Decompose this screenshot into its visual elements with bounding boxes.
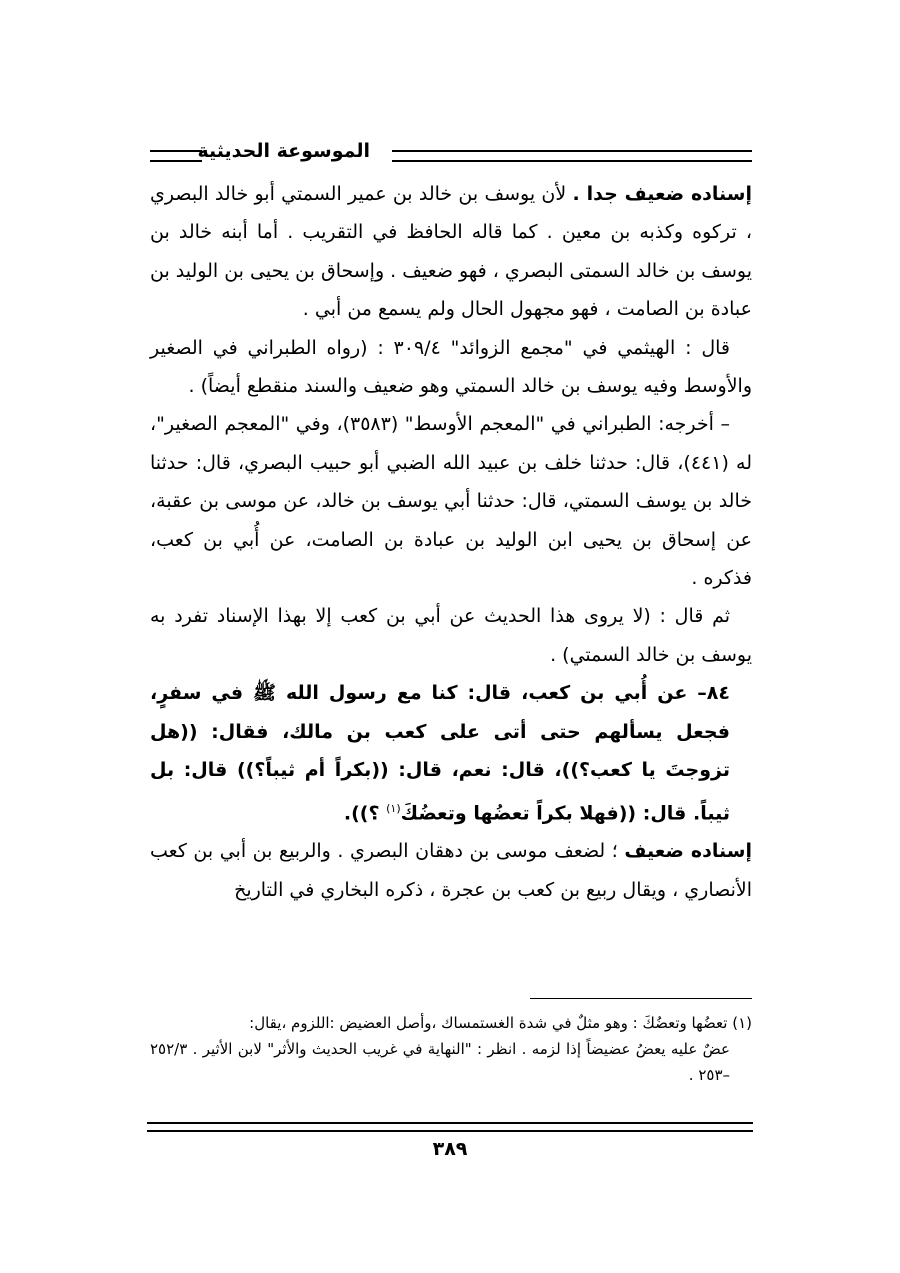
header-title: الموسوعة الحديثية [197, 140, 370, 162]
main-text [150, 175, 752, 909]
hadith-end: ؟)). [343, 801, 387, 824]
footer-rule [147, 1122, 753, 1132]
footnote-1: (١) تعضُها وتعضُكَ : وهو مثلٌ في شدة الغستمساك ،وأصل العضيض :اللزوم ،يقال: [249, 1014, 752, 1032]
footnote-separator [530, 998, 752, 999]
paragraph-isnad-1 [150, 175, 752, 329]
isnad-grade-2: إسناده ضعيف [624, 840, 752, 863]
footnotes [150, 1010, 752, 1088]
paragraph-haythami: قال : الهيثمي في "مجمع الزوائد" ٣٠٩/٤ : (رواه الطبراني في الصغير والأوسط وفيه يوسف بن خالد السمتي وهو ضعيف والسند منقطع أيضاً) . [150, 336, 752, 398]
paragraph-text: لأن يوسف بن خالد بن عمير السمتي أبو خالد البصري ، تركوه وكذبه بن معين . كما قاله الحافظ في التقريب . أما أبنه خالد بن يوسف بن خالد السمتى البصري ، فهو ضعيف . وإسحاق بن يحيى بن الوليد بن عبادة بن الصامت ، فهو مجهول الحال ولم يسمع من أبي . [150, 183, 752, 321]
paragraph-text-2: ؛ لضعف موسى بن دهقان البصري . والربيع بن أبي بن كعب الأنصاري ، ويقال ربيع بن كعب بن عجرة ، ذكره البخاري في التاريخ [150, 840, 752, 901]
footnote-1-continuation: عضٌ عليه يعضُ عضيضاً إذا لزمه . انظر : "النهاية في غريب الحديث والأثر" لابن الأثير . ٢٥٢/٣ –٢٥٣ . [150, 1040, 730, 1084]
footnote-marker: (١) [386, 801, 401, 815]
page-number: ٣٨٩ [432, 1138, 468, 1160]
hadith-text: ٨٤– عن أُبي بن كعب، قال: كنا مع رسول الله ﷺ في سفرٍ، فجعل يسألهم حتى أتى على كعب بن مالك، فقال: ((هل تزوجتَ يا كعب؟))، قال: نعم، قال: ((بكراً أم ثيباً؟)) قال: بل ثيباً. قال: ((فهلا بكراً تعضُها وتعضُكَ [150, 682, 730, 824]
paragraph-tabarani-comment: ثم قال : (لا يروى هذا الحديث عن أبي بن كعب إلا بهذا الإسناد تفرد به يوسف بن خالد السمتي) . [150, 605, 752, 666]
header-rule-right [392, 150, 752, 162]
paragraph-isnad-2 [150, 832, 752, 909]
running-header [150, 140, 752, 170]
paragraph-takhrij: – أخرجه: الطبراني في "المعجم الأوسط" (٣٥٨٣)، وفي "المعجم الصغير"، له (٤٤١)، قال: حدثنا خلف بن عبيد الله الضبي أبو حبيب البصري، قال: حدثنا خالد بن يوسف السمتي، قال: حدثنا أبي يوسف بن خالد، عن موسى بن عقبة، عن إسحاق بن يحيى ابن الوليد بن عبادة بن الصامت، عن أُبي بن كعب، فذكره . [150, 413, 753, 590]
isnad-grade: إسناده ضعيف جدا . [572, 183, 753, 205]
hadith-84 [150, 674, 752, 832]
header-rule-left [150, 150, 202, 162]
